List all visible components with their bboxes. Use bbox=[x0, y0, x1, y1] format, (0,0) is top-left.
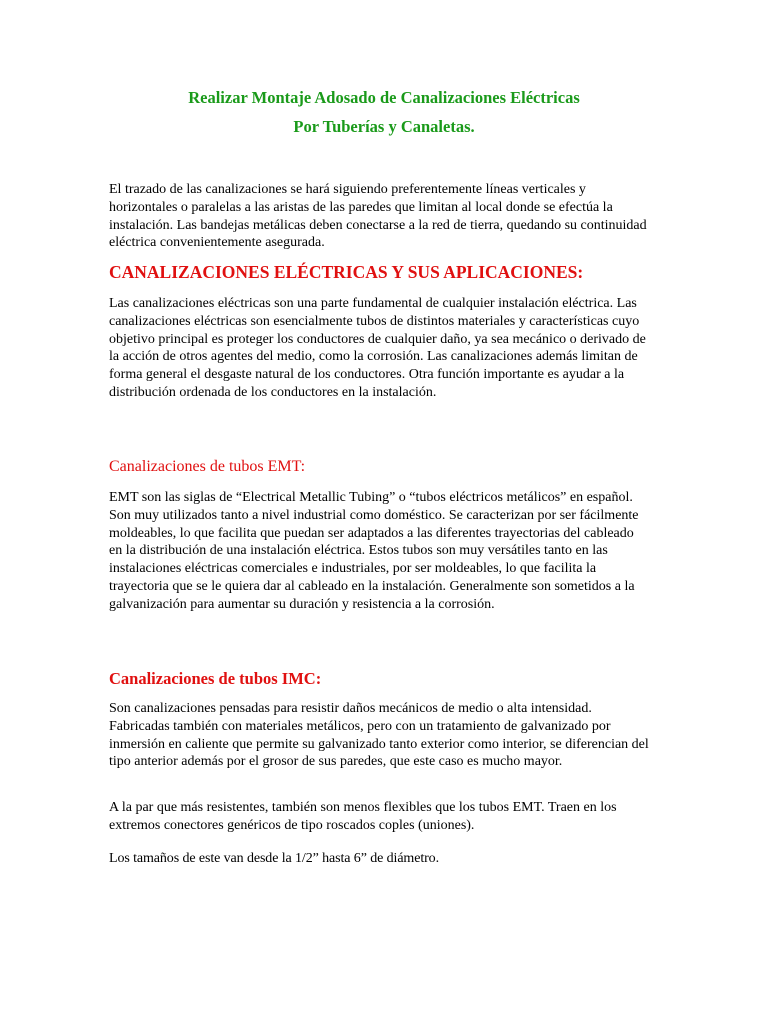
document-title-line-2: Por Tuberías y Canaletas. bbox=[293, 117, 475, 136]
section-paragraph-emt: EMT son las siglas de “Electrical Metallic Tubing” o “tubos eléctricos metálicos” en español. Son muy utilizados tanto a nivel industrial como doméstico. Se caracterizan por ser fácilmente moldeables, lo que facilita que puedan ser adaptados a las diferentes trayectorias del cableado en la distribución de una instalación eléctrica. Estos tubos son muy versátiles tanto en las instalaciones eléctricas comerciales e industriales, por ser moldeables, lo que facilita la trayectoria que se le quiera dar al cableado en la instalación. Generalmente son sometidos a la galvanización para aumentar su duración y resistencia a la corrosión. bbox=[109, 490, 639, 612]
section-heading-emt: Canalizaciones de tubos EMT: bbox=[109, 458, 306, 475]
document-title-line-1: Realizar Montaje Adosado de Canalizaciones Eléctricas bbox=[188, 88, 580, 107]
section-paragraph-imc-1: Son canalizaciones pensadas para resistir daños mecánicos de medio o alta intensidad. Fabricadas también con materiales metálicos, pero con un tratamiento de galvanizado por inmersión en caliente que permite su galvanizado tanto exterior como interior, se diferencian del tipo anterior además por el grosor de sus paredes, que este caso es mucho mayor. bbox=[109, 701, 649, 770]
section-paragraph-aplicaciones: Las canalizaciones eléctricas son una parte fundamental de cualquier instalación eléctrica. Las canalizaciones eléctricas son esencialmente tubos de distintos materiales y características cuyo objetivo principal es proteger los conductores de cualquier daño, ya sea mecánico o derivado de la acción de otros agentes del medio, como la corrosión. Las canalizaciones además limitan de forma general el desgaste natural de los conductores. Otra función importante es ayudar a la distribución ordenada de los conductores en la instalación. bbox=[109, 296, 646, 400]
section-paragraph-imc-2: A la par que más resistentes, también son menos flexibles que los tubos EMT. Traen en los extremos conectores genéricos de tipo roscados coples (uniones). bbox=[109, 800, 617, 833]
intro-paragraph: El trazado de las canalizaciones se hará siguiendo preferentemente líneas verticales y horizontales o paralelas a las aristas de las paredes que limitan al local donde se efectúa la instalación. Las bandejas metálicas deben conectarse a la red de tierra, quedando su continuidad eléctrica convenientemente asegurada. bbox=[109, 182, 647, 251]
section-paragraph-imc-3: Los tamaños de este van desde la 1/2” hasta 6” de diámetro. bbox=[109, 851, 439, 866]
section-heading-aplicaciones: CANALIZACIONES ELÉCTRICAS Y SUS APLICACIONES: bbox=[109, 262, 584, 282]
section-heading-imc: Canalizaciones de tubos IMC: bbox=[109, 669, 322, 688]
